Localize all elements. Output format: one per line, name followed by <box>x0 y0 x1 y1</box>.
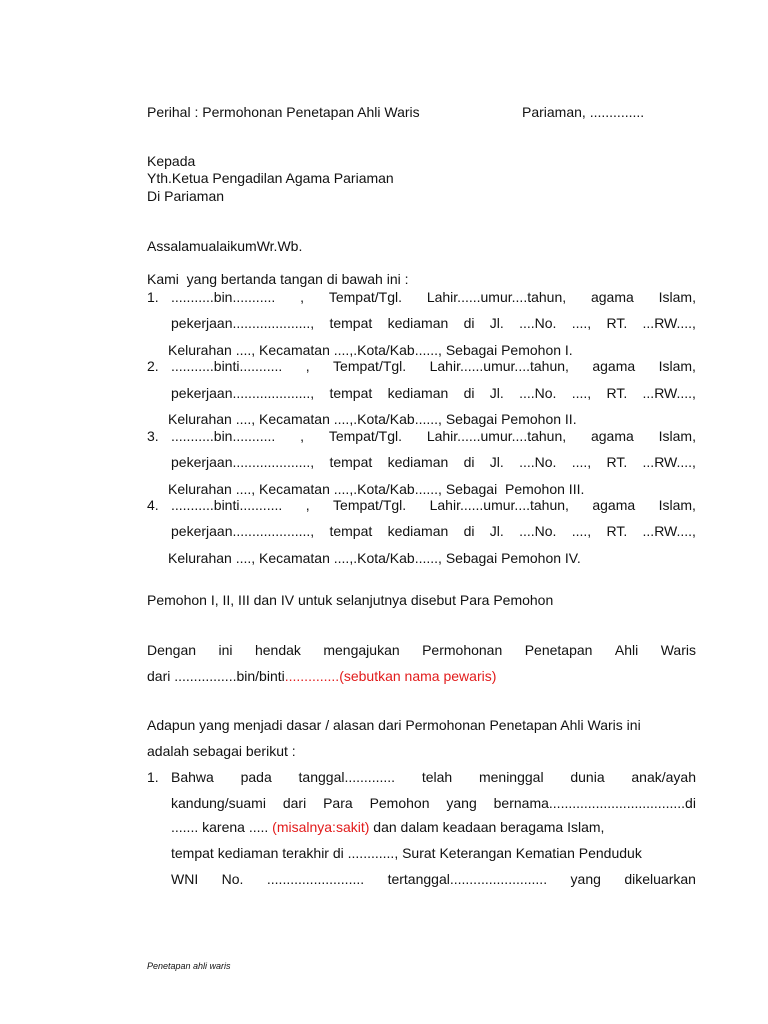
word: pada <box>240 769 272 785</box>
word: agama <box>590 428 634 444</box>
list-number: 3. <box>147 428 159 444</box>
word: agama <box>592 497 636 513</box>
word: yang <box>570 871 601 887</box>
place-date: Pariaman, .............. <box>522 104 645 120</box>
list-number: 4. <box>147 497 159 513</box>
reason-line-5 <box>171 871 696 887</box>
word: ...........bin........... <box>171 428 276 444</box>
word: di <box>463 523 475 539</box>
basis-line-1: Adapun yang menjadi dasar / alasan dari Permohonan Penetapan Ahli Waris ini <box>147 717 641 733</box>
applicant-line-1 <box>171 358 696 374</box>
basis-line-2: adalah sebagai berikut : <box>147 743 296 759</box>
word: dikeluarkan <box>624 871 696 887</box>
reason-line-3 <box>171 819 604 835</box>
word: meninggal <box>478 769 544 785</box>
request-line-2 <box>147 668 496 684</box>
word: Jl. <box>489 523 504 539</box>
word: dunia <box>570 769 605 785</box>
word: hendak <box>254 642 301 658</box>
word: dari <box>282 795 307 811</box>
word: Bahwa <box>171 769 214 785</box>
word: ini <box>218 642 233 658</box>
word: , <box>305 358 310 374</box>
word: ...., <box>571 315 592 331</box>
word: Tempat/Tgl. <box>333 358 407 374</box>
word: pekerjaan...................., <box>171 315 315 331</box>
word: Lahir......umur....tahun, <box>429 497 569 513</box>
list-number: 1. <box>147 289 159 305</box>
word: kediaman <box>387 454 449 470</box>
word: Para <box>323 795 353 811</box>
applicant-line-3: Kelurahan ...., Kecamatan ....,.Kota/Kab......, Sebagai Pemohon III. <box>168 481 585 497</box>
word: ...., <box>571 385 592 401</box>
word: telah <box>421 769 453 785</box>
recipient-name: Yth.Ketua Pengadilan Agama Pariaman <box>147 170 394 186</box>
word: pekerjaan...................., <box>171 523 315 539</box>
word: Lahir......umur....tahun, <box>426 289 567 305</box>
word: agama <box>592 358 636 374</box>
word: kediaman <box>387 315 449 331</box>
reason-line-1 <box>171 769 696 785</box>
intro-line: Kami yang bertanda tangan di bawah ini : <box>147 271 409 287</box>
word: RT. <box>606 315 628 331</box>
word: Tempat/Tgl. <box>328 289 402 305</box>
word: ....No. <box>519 454 557 470</box>
word: RT. <box>606 385 628 401</box>
word: , <box>305 497 310 513</box>
applicant-line-1 <box>171 428 696 444</box>
word: Waris <box>660 642 696 658</box>
word: RT. <box>606 454 628 470</box>
word: kandung/suami <box>171 795 266 811</box>
word: yang <box>446 795 477 811</box>
word: Dengan <box>147 642 197 658</box>
word: ...........binti........... <box>171 497 283 513</box>
request-line-2-text: dari ................bin/binti <box>147 668 285 684</box>
word: ....No. <box>519 523 557 539</box>
word: tertanggal......................... <box>387 871 548 887</box>
word: ......................... <box>266 871 365 887</box>
word: tanggal............. <box>298 769 396 785</box>
word: ....No. <box>519 315 557 331</box>
word: Jl. <box>489 385 504 401</box>
word: No. <box>221 871 244 887</box>
request-line-1 <box>147 642 696 658</box>
applicant-line-2 <box>171 454 696 470</box>
applicant-line-2 <box>171 523 696 539</box>
word: Tempat/Tgl. <box>328 428 402 444</box>
word: di <box>463 454 475 470</box>
word: Islam, <box>658 289 696 305</box>
word: RT. <box>606 523 628 539</box>
applicant-line-1 <box>171 289 696 305</box>
list-number: 2. <box>147 358 159 374</box>
word: Pemohon <box>369 795 430 811</box>
word: ...........bin........... <box>171 289 276 305</box>
applicant-line-2 <box>171 385 696 401</box>
word: tempat <box>329 385 373 401</box>
pewaris-placeholder: ..............(sebutkan nama pewaris) <box>284 668 497 684</box>
word: WNI <box>171 871 199 887</box>
word: di <box>463 315 475 331</box>
word: , <box>300 428 304 444</box>
cause-placeholder: (misalnya:sakit) <box>272 819 370 835</box>
applicant-line-3: Kelurahan ...., Kecamatan ....,.Kota/Kab......, Sebagai Pemohon I. <box>168 342 573 358</box>
para-pemohon-line: Pemohon I, II, III dan IV untuk selanjutnya disebut Para Pemohon <box>147 592 554 608</box>
word: bernama...................................di <box>493 795 696 811</box>
word: Ahli <box>614 642 639 658</box>
reason-line-2 <box>171 795 696 811</box>
word: ...RW...., <box>642 523 696 539</box>
word: kediaman <box>387 385 449 401</box>
recipient-kepada: Kepada <box>147 153 196 169</box>
word: mengajukan <box>323 642 400 658</box>
page-footer: Penetapan ahli waris <box>147 961 231 971</box>
applicant-line-1 <box>171 497 696 513</box>
word: Tempat/Tgl. <box>333 497 407 513</box>
word: Penetapan <box>524 642 593 658</box>
greeting: AssalamualaikumWr.Wb. <box>147 238 303 254</box>
reason-line-3-text: dan dalam keadaan beragama Islam, <box>369 819 605 835</box>
list-number: 1. <box>147 769 159 785</box>
applicant-line-3: Kelurahan ...., Kecamatan ....,.Kota/Kab......, Sebagai Pemohon II. <box>168 411 577 427</box>
word: ...., <box>571 523 592 539</box>
word: Lahir......umur....tahun, <box>426 428 567 444</box>
word: anak/ayah <box>631 769 696 785</box>
word: agama <box>590 289 634 305</box>
word: Islam, <box>658 358 696 374</box>
word: pekerjaan...................., <box>171 454 315 470</box>
word: kediaman <box>387 523 449 539</box>
word: ...........binti........... <box>171 358 283 374</box>
word: Lahir......umur....tahun, <box>429 358 569 374</box>
word: Islam, <box>658 497 696 513</box>
applicant-line-3: Kelurahan ...., Kecamatan ....,.Kota/Kab......, Sebagai Pemohon IV. <box>168 550 581 566</box>
word: ...RW...., <box>642 454 696 470</box>
word: tempat <box>329 454 373 470</box>
word: Permohonan <box>422 642 503 658</box>
word: pekerjaan...................., <box>171 385 315 401</box>
word: ...., <box>571 454 592 470</box>
word: di <box>463 385 475 401</box>
word: tempat <box>329 315 373 331</box>
recipient-location: Di Pariaman <box>147 188 225 204</box>
reason-line-4: tempat kediaman terakhir di ............, Surat Keterangan Kematian Penduduk <box>171 845 642 861</box>
word: Islam, <box>658 428 696 444</box>
word: Jl. <box>489 454 504 470</box>
applicant-line-2 <box>171 315 696 331</box>
word: ...RW...., <box>642 385 696 401</box>
word: Jl. <box>489 315 504 331</box>
word: ...RW...., <box>642 315 696 331</box>
subject-line: Perihal : Permohonan Penetapan Ahli Waris <box>147 104 420 120</box>
word: tempat <box>329 523 373 539</box>
reason-line-3-text: ....... karena ..... <box>171 819 273 835</box>
word: , <box>300 289 304 305</box>
word: ....No. <box>519 385 557 401</box>
